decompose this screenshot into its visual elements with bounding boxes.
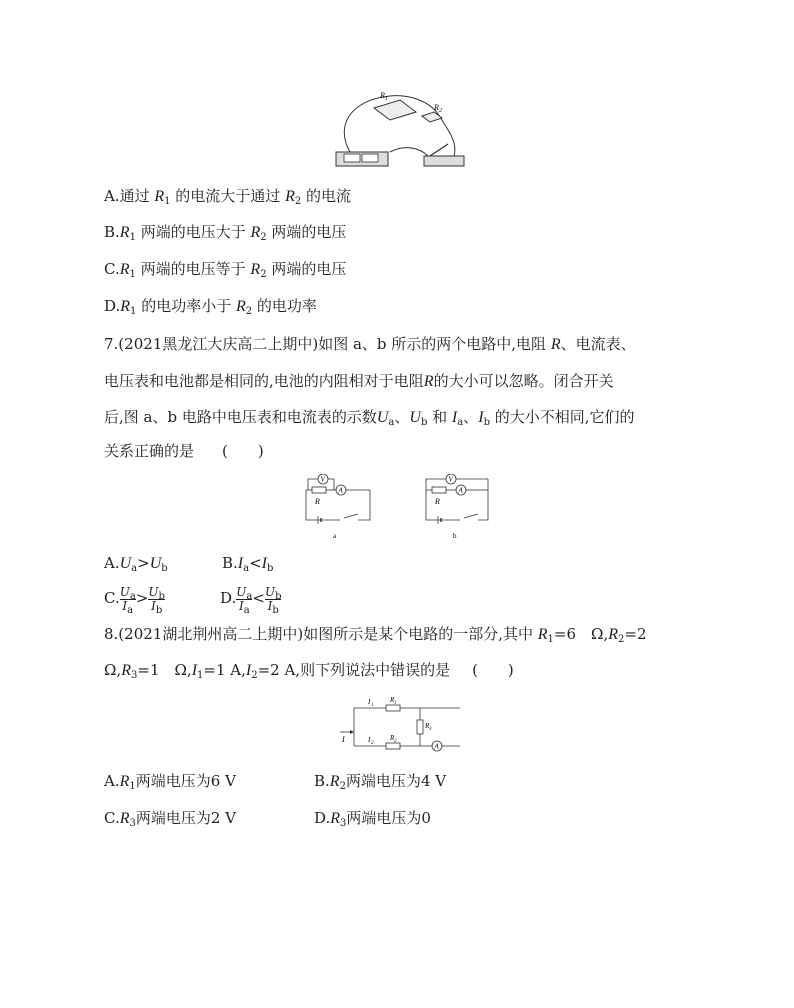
svg-text:R: R [390, 696, 395, 704]
figure-a-caption: a [333, 532, 337, 540]
switch-b [464, 514, 478, 518]
resistor-a [312, 487, 326, 493]
fraction-ub-ib: $\frac{U_b}{I_b}$ [148, 584, 165, 616]
q8-stem-line2: $\Omega,R_3=1$ $\Omega,I_1=1$ $A,I_2=2$ A,则下列说法中错误的是 ( ) [104, 661, 514, 681]
q6-option-d[interactable]: $D.R_1$ 的电功率小于 $R_2$ 的电功率 [104, 297, 317, 317]
q8-stem-line1: 8.(2021湖北荆州高二上期中)如图所示是某个电路的一部分,其中 $R_1=6$ $\Omega,R_2=2$ [104, 625, 647, 645]
resistor-r2 [386, 743, 400, 749]
svg-text:1: 1 [394, 701, 397, 706]
q7-option-b[interactable]: $B.I_a<I_b$ [222, 554, 274, 574]
q8-option-c[interactable]: $C.R_3$两端电压为2 V [104, 809, 237, 829]
svg-text:V: V [320, 475, 325, 484]
q7-stem-line4: 关系正确的是 ( ) [104, 442, 264, 460]
svg-text:1: 1 [385, 96, 388, 102]
svg-text:3: 3 [429, 727, 432, 732]
resistor-b [432, 487, 446, 493]
answer-blank[interactable]: ( ) [472, 661, 514, 679]
two-resistor-photo-figure [330, 86, 470, 172]
svg-text:R: R [435, 497, 440, 506]
svg-text:2: 2 [394, 739, 397, 744]
q7-option-d[interactable]: D. $\frac{U_a}{I_a}$ < $\frac{U_b}{I_b}$ [220, 584, 282, 616]
svg-text:1: 1 [371, 703, 374, 708]
svg-text:R: R [425, 722, 430, 730]
q8-option-d[interactable]: $D.R_3$两端电压为0 [314, 809, 431, 829]
r1-block [374, 100, 416, 120]
fraction-ua-ia: $\frac{U_a}{I_a}$ [236, 584, 253, 616]
q6-option-a[interactable]: A.通过 $R_1$ 的电流大于通过 $R_2$ 的电流 [104, 187, 352, 207]
circuit-a-diagram [300, 474, 380, 542]
fraction-ub-ib: $\frac{U_b}{I_b}$ [264, 584, 282, 616]
fraction-ua-ia: $\frac{U_a}{I_a}$ [119, 584, 136, 616]
q6-option-b[interactable]: $B.R_1$ 两端的电压大于 $R_2$ 两端的电压 [104, 223, 347, 243]
q8-option-b[interactable]: $B.R_2$两端电压为4 V [314, 772, 447, 792]
q7-stem-line2: 电压表和电池都是相同的,电池的内阻相对于电阻R的大小可以忽略。闭合开关 [104, 372, 614, 390]
svg-text:A: A [338, 486, 343, 495]
resistor-r1 [386, 705, 400, 711]
svg-text:A: A [458, 486, 463, 495]
switch-base [424, 156, 464, 166]
q7-stem-line3: 后,图 a、b 电路中电压表和电流表的示数$U_a$、$U_b$ 和 $I_a$、$I_b$ 的大小不相同,它们的 [104, 408, 635, 428]
svg-text:A: A [434, 742, 439, 751]
svg-text:I: I [368, 736, 371, 744]
svg-text:R: R [390, 734, 395, 742]
r1-photo-label: R [380, 91, 385, 100]
figure-b-caption: b [453, 532, 457, 540]
svg-text:I: I [368, 698, 371, 706]
r2-photo-label: R [434, 103, 439, 112]
svg-text:I: I [342, 735, 345, 744]
circuit-b-diagram [420, 474, 500, 542]
q8-option-a[interactable]: $A.R_1$两端电压为6 V [104, 772, 236, 792]
svg-text:R: R [315, 497, 320, 506]
q8-circuit-diagram [336, 692, 466, 758]
svg-text:V: V [448, 475, 453, 484]
svg-text:2: 2 [439, 108, 442, 114]
svg-text:2: 2 [371, 741, 374, 746]
resistor-r3 [417, 720, 423, 734]
q7-stem-line1: 7.(2021黑龙江大庆高二上期中)如图 a、b 所示的两个电路中,电阻 R、电流表、 [104, 335, 636, 353]
q7-option-a[interactable]: $A.U_a>U_b$ [104, 554, 168, 574]
q6-option-c[interactable]: $C.R_1$ 两端的电压等于 $R_2$ 两端的电压 [104, 260, 347, 280]
switch-lever [430, 144, 448, 156]
q7-option-c[interactable]: C. $\frac{U_a}{I_a}$ > $\frac{U_b}{I_b}$ [104, 584, 165, 616]
switch-a [344, 514, 358, 518]
answer-blank[interactable]: ( ) [222, 442, 264, 460]
